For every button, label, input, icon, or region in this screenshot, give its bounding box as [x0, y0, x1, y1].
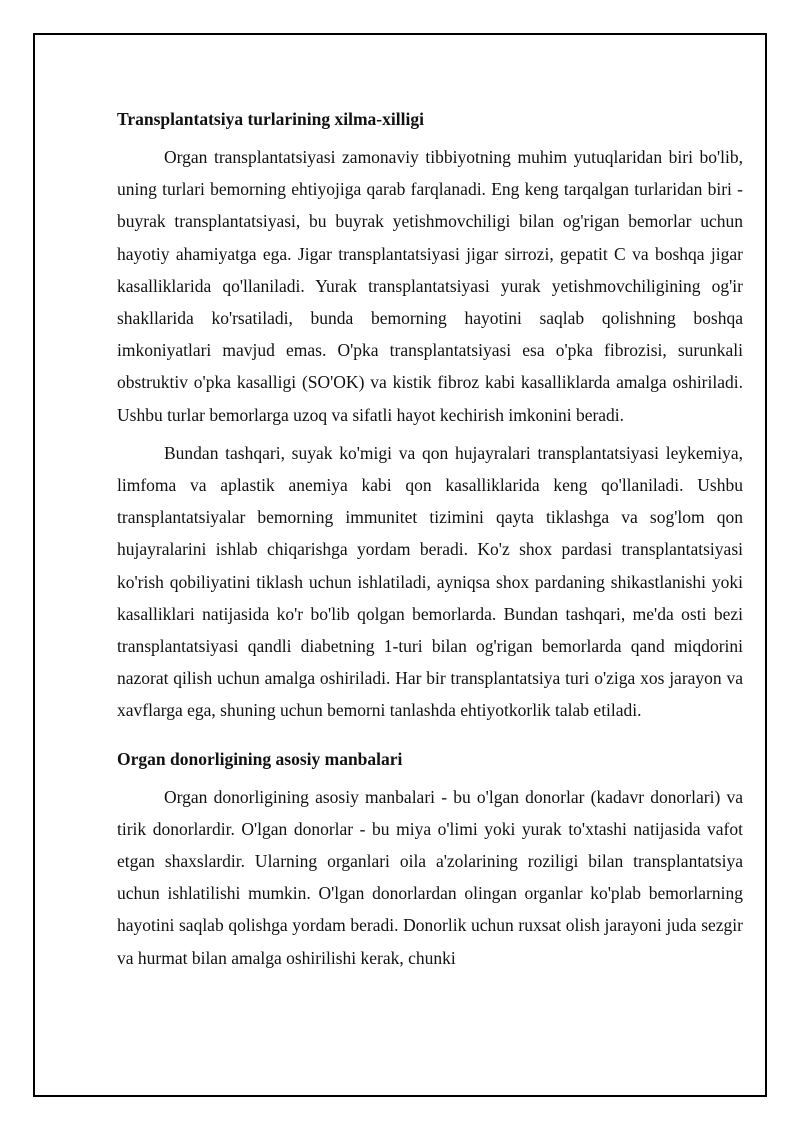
section-heading-donor-sources: Organ donorligining asosiy manbalari [117, 748, 403, 769]
document-body [117, 103, 743, 974]
paragraph: Organ transplantatsiyasi zamonaviy tibbiyotning muhim yutuqlaridan biri bo'lib, uning turlari bemorning ehtiyojiga qarab farqlanadi. Eng keng tarqalgan turlaridan biri - buyrak transplantatsiyasi, bu buyrak yetishmovchiligi bilan og'rigan bemorlar uchun hayotiy ahamiyatga ega. Jigar transplantatsiyasi jigar sirrozi, gepatit C va boshqa jigar kasalliklarida qo'llaniladi. Yurak transplantatsiyasi yurak yetishmovchiligining og'ir shakllarida ko'rsatiladi, bunda bemorning hayotini saqlab qolishning boshqa imkoniyatlari mavjud emas. O'pka transplantatsiyasi esa o'pka fibrozisi, surunkali obstruktiv o'pka kasalligi (SO'OK) va kistik fibroz kabi kasalliklarda amalga oshiriladi. Ushbu turlar bemorlarga uzoq va sifatli hayot kechirish imkonini beradi. [117, 147, 743, 425]
paragraph: Organ donorligining asosiy manbalari - bu o'lgan donorlar (kadavr donorlari) va tirik donorlardir. O'lgan donorlar - bu miya o'limi yoki yurak to'xtashi natijasida vafot etgan shaxslardir. Ularning organlari oila a'zolarining roziligi bilan transplantatsiya uchun ishlatilishi mumkin. O'lgan donorlardan olingan organlar ko'plab bemorlarning hayotini saqlab qolishga yordam beradi. Donorlik uchun ruxsat olish jarayoni juda sezgir va hurmat bilan amalga oshirilishi kerak, chunki [117, 786, 743, 968]
page-border [33, 33, 767, 1097]
section-heading-transplant-types: Transplantatsiya turlarining xilma-xilligi [117, 109, 424, 129]
paragraph: Bundan tashqari, suyak ko'migi va qon hujayralari transplantatsiyasi leykemiya, limfoma va aplastik anemiya kabi qon kasalliklarida keng qo'llaniladi. Ushbu transplantatsiyalar bemorning immunitet tizimini qayta tiklashga va sog'lom qon hujayralarini ishlab chiqarishga yordam beradi. Ko'z shox pardasi transplantatsiyasi ko'rish qobiliyatini tiklash uchun ishlatiladi, ayniqsa shox pardaning shikastlanishi yoki kasalliklari natijasida ko'r bo'lib qolgan bemorlarda. Bundan tashqari, me'da osti bezi transplantatsiyasi qandli diabetning 1-turi bilan og'rigan bemorlarda qand miqdorini nazorat qilish uchun amalga oshiriladi. Har bir transplantatsiya turi o'ziga xos jarayon va xavflarga ega, shuning uchun bemorni tanlashda ehtiyotkorlik talab etiladi. [117, 442, 743, 721]
